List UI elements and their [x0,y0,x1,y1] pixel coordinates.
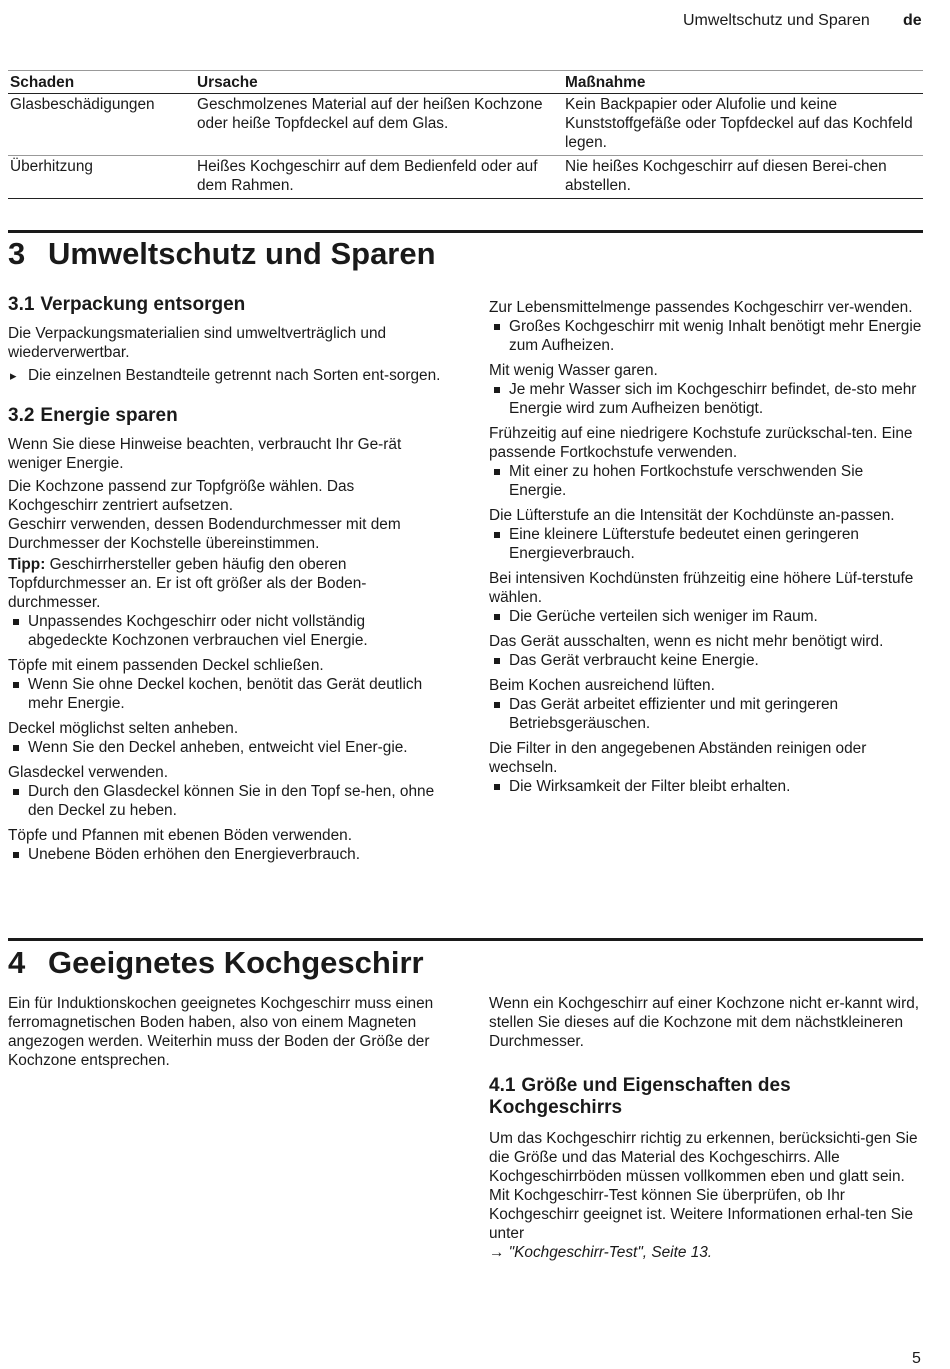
paragraph: Mit wenig Wasser garen. [489,362,658,379]
paragraph: Das Gerät ausschalten, wenn es nicht mehr benötigt wird. [489,633,884,650]
paragraph: Die Lüfterstufe an die Intensität der Kochdünste an-passen. [489,507,895,524]
list-item: Die Gerüche verteilen sich weniger im Raum. [489,607,923,626]
chapter-4-heading [8,945,424,981]
list-item: Je mehr Wasser sich im Kochgeschirr befindet, de-sto mehr Energie wird zum Aufheizen benötigt. [489,380,923,418]
chapter-number: 3 [8,236,26,271]
paragraph: Töpfe mit einem passenden Deckel schließen. [8,657,324,674]
section-number: 3.2 [8,405,35,426]
paragraph: Um das Kochgeschirr richtig zu erkennen, berücksichti-gen Sie die Größe und das Material des Kochgeschirrs. Alle Kochgeschirrböden müssen vollkommen eben und glatt sein. [489,1130,918,1185]
bullet-list [8,612,442,650]
paragraph: Beim Kochen ausreichend lüften. [489,677,715,694]
tip-paragraph [8,555,442,612]
chapter-rule [8,938,923,941]
paragraph: Die Kochzone passend zur Topfgröße wählen. Das Kochgeschirr zentriert aufsetzen. [8,478,355,514]
paragraph: Töpfe und Pfannen mit ebenen Böden verwenden. [8,827,352,844]
paragraph: Deckel möglichst selten anheben. [8,720,239,737]
running-header-title: Umweltschutz und Sparen [683,12,870,29]
paragraph: Ein für Induktionskochen geeignetes Kochgeschirr muss einen ferromagnetischen Boden haben, also von einem Magneten angezogen werden. Weiterhin muss der Boden der Größe der Kochzone entsprechen. [8,995,434,1069]
list-item: Durch den Glasdeckel können Sie in den Topf se-hen, ohne den Deckel zu heben. [8,782,442,820]
chapter-3-left-column [8,294,442,870]
bullet-list [489,651,923,670]
list-item: Wenn Sie ohne Deckel kochen, benötit das Gerät deutlich mehr Energie. [8,675,442,713]
chapter-rule [8,230,923,233]
bullet-list [489,317,923,355]
list-item: Eine kleinere Lüfterstufe bedeutet einen geringeren Energieverbrauch. [489,525,923,563]
table-cell: Kein Backpapier oder Alufolie und keine Kunststoffgefäße oder Topfdeckel auf das Kochfeld legen. [563,94,923,156]
section-title: Verpackung entsorgen [40,294,246,315]
section-title: Energie sparen [40,405,178,426]
bullet-list [489,607,923,626]
section-4-1-heading [489,1075,923,1119]
arrow-icon: → [489,1244,505,1261]
paragraph: Mit Kochgeschirr-Test können Sie überprüfen, ob Ihr Kochgeschirr geeignet ist. Weitere Informationen erhal-ten Sie unter [489,1187,914,1242]
tip-label: Tipp: [8,556,46,573]
chapter-3-heading [8,236,436,272]
bullet-list [8,782,442,820]
cross-reference-link[interactable]: "Kochgeschirr-Test", Seite 13. [508,1244,713,1261]
table-cell: Nie heißes Kochgeschirr auf diesen Berei-chen abstellen. [563,156,923,199]
list-item: Unpassendes Kochgeschirr oder nicht vollständig abgedeckte Kochzonen verbrauchen viel Energie. [8,612,442,650]
table-cell: Glasbeschädigungen [8,94,195,156]
bullet-list [489,525,923,563]
table-cell: Geschmolzenes Material auf der heißen Kochzone oder heiße Topfdeckel auf dem Glas. [195,94,563,156]
chapter-4-left-column [8,994,442,1074]
table-row [8,156,923,199]
chapter-4-right-column [489,994,923,1266]
list-item: Die Wirksamkeit der Filter bleibt erhalten. [489,777,923,796]
step-list [8,366,442,385]
paragraph: Frühzeitig auf eine niedrigere Kochstufe zurückschal-ten. Eine passende Fortkochstufe verwenden. [489,425,913,461]
column-header: Maßnahme [563,71,923,94]
chapter-number: 4 [8,945,26,980]
column-header: Schaden [8,71,195,94]
bullet-list [8,738,442,757]
column-header: Ursache [195,71,563,94]
bullet-list [489,695,923,733]
table-header-row [8,71,923,94]
paragraph: Geschirr verwenden, dessen Bodendurchmesser mit dem Durchmesser der Kochstelle übereinstimmen. [8,516,401,552]
list-item: Wenn Sie den Deckel anheben, entweicht viel Ener-gie. [8,738,442,757]
paragraph: Bei intensiven Kochdünsten frühzeitig eine höhere Lüf-terstufe wählen. [489,570,914,606]
chapter-title: Umweltschutz und Sparen [48,236,436,271]
paragraph: Die Verpackungsmaterialien sind umweltverträglich und wiederverwertbar. [8,325,387,361]
section-title: Größe und Eigenschaften des Kochgeschirrs [489,1075,791,1118]
bullet-list [489,462,923,500]
list-item: Das Gerät verbraucht keine Energie. [489,651,923,670]
list-item: Das Gerät arbeitet effizienter und mit geringeren Betriebsgeräuschen. [489,695,923,733]
bullet-list [489,777,923,796]
table-cell: Überhitzung [8,156,195,199]
paragraph: Wenn ein Kochgeschirr auf einer Kochzone nicht er-kannt wird, stellen Sie dieses auf die Kochzone mit dem nächstkleineren Durchmesser. [489,995,920,1050]
section-number: 3.1 [8,294,35,315]
paragraph: Die Filter in den angegebenen Abständen reinigen oder wechseln. [489,740,867,776]
bullet-list [489,380,923,418]
cross-reference [489,1243,923,1262]
table-row [8,94,923,156]
damage-table [8,70,923,199]
language-code: de [903,12,922,29]
list-item: Unebene Böden erhöhen den Energieverbrauch. [8,845,442,864]
step-item: ▸ Die einzelnen Bestandteile getrennt nach Sorten ent-sorgen. [8,366,442,385]
section-number: 4.1 [489,1075,516,1096]
page-number: 5 [912,1350,921,1367]
bullet-list [8,675,442,713]
section-3-2-heading [8,405,442,427]
bullet-list [8,845,442,864]
paragraph: Wenn Sie diese Hinweise beachten, verbraucht Ihr Ge-rät weniger Energie. [8,436,402,472]
list-item: Mit einer zu hohen Fortkochstufe verschwenden Sie Energie. [489,462,923,500]
tip-text: Geschirrhersteller geben häufig den oberen Topfdurchmesser an. Er ist oft größer als der Boden-durchmesser. [8,556,367,611]
table-cell: Heißes Kochgeschirr auf dem Bedienfeld oder auf dem Rahmen. [195,156,563,199]
chapter-title: Geeignetes Kochgeschirr [48,945,424,980]
chapter-3-right-column [489,298,923,802]
list-item: Großes Kochgeschirr mit wenig Inhalt benötigt mehr Energie zum Aufheizen. [489,317,923,355]
paragraph: Glasdeckel verwenden. [8,764,168,781]
paragraph: Zur Lebensmittelmenge passendes Kochgeschirr ver-wenden. [489,299,913,316]
section-3-1-heading [8,294,442,316]
